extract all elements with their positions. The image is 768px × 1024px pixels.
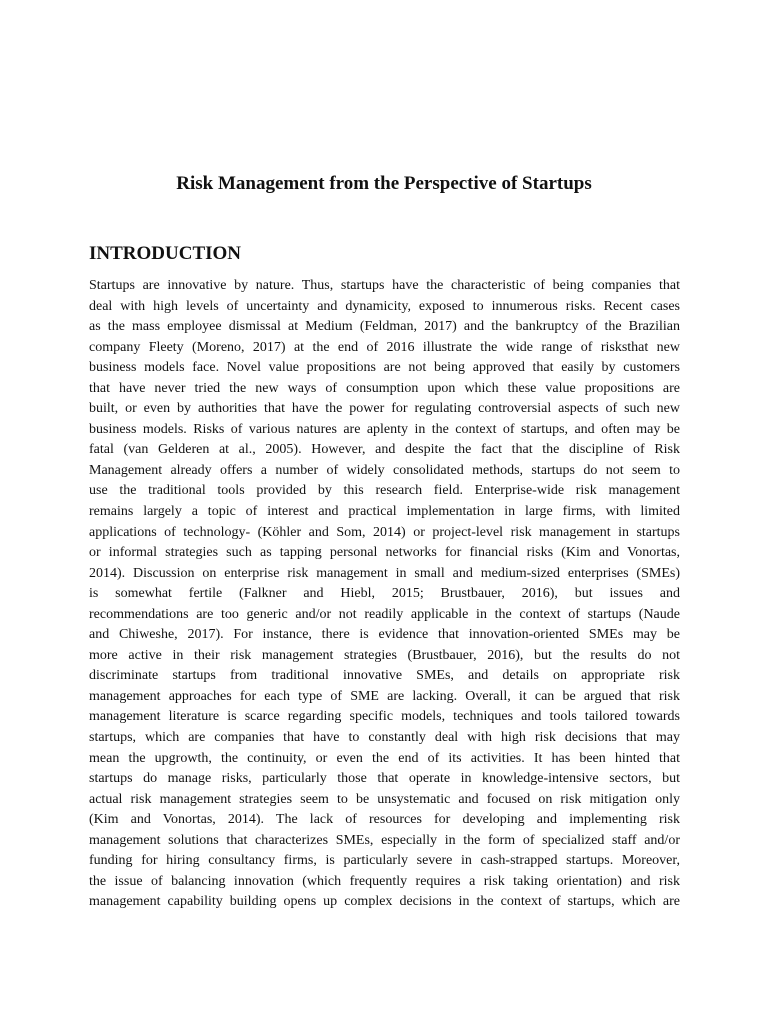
body-text-line: applications of technology- (Köhler and Som, 2014) or project-level risk management in startups: [89, 524, 680, 540]
body-text-line: remains largely a topic of interest and practical implementation in large firms, with limited: [89, 504, 680, 520]
body-text-line: use the traditional tools provided by this research field. Enterprise-wide risk management: [89, 483, 680, 499]
body-text-line: the issue of balancing innovation (which frequently requires a risk taking orientation) and risk: [89, 873, 680, 889]
body-text-line: startups, which are companies that have to constantly deal with high risk decisions that may: [89, 730, 680, 746]
body-text-line: recommendations are too generic and/or not readily applicable in the context of startups (Naude: [89, 606, 680, 622]
body-text-line: and Chiweshe, 2017). For instance, there is evidence that innovation-oriented SMEs may be: [89, 627, 680, 643]
body-text-line: fatal (van Gelderen at al., 2005). However, and despite the fact that the discipline of Risk: [89, 442, 680, 458]
body-text-line: Startups are innovative by nature. Thus, startups have the characteristic of being companies that: [89, 278, 680, 293]
body-text-line: built, or even by authorities that have the power for regulating controversial aspects of such new: [89, 401, 680, 417]
document-title: Risk Management from the Perspective of Startups: [176, 173, 592, 194]
body-text-line: management capability building opens up complex decisions in the context of startups, which are: [89, 894, 680, 910]
body-text-line: management solutions that characterizes SMEs, especially in the form of specialized staff and/or: [89, 832, 680, 848]
body-text-line: business models face. Novel value propositions are not being approved that easily by customers: [89, 360, 680, 376]
body-text-line: management approaches for each type of SME are lacking. Overall, it can be argued that risk: [89, 688, 680, 704]
body-text-line: startups do manage risks, particularly those that operate in knowledge-intensive sectors, but: [89, 771, 680, 787]
body-text-line: mean the upgrowth, the continuity, or even the end of its activities. It has been hinted that: [89, 750, 680, 766]
body-text-line: discriminate startups from traditional innovative SMEs, and details on appropriate risk: [89, 668, 680, 684]
body-text-line: as the mass employee dismissal at Medium (Feldman, 2017) and the bankruptcy of the Brazilian: [89, 319, 680, 335]
section-heading: INTRODUCTION: [89, 243, 242, 264]
body-text-line: 2014). Discussion on enterprise risk management in small and medium-sized enterprises (SMEs): [89, 565, 680, 581]
body-text-line: (Kim and Vonortas, 2014). The lack of resources for developing and implementing risk: [89, 812, 680, 828]
body-text-line: that have never tried the new ways of consumption upon which these value propositions are: [89, 380, 680, 396]
body-text-line: business models. Risks of various natures are aplenty in the context of startups, and often may be: [89, 421, 680, 437]
body-text-line: more active in their risk management strategies (Brustbauer, 2016), but the results do not: [89, 647, 680, 663]
body-text-line: funding for hiring consultancy firms, is particularly severe in cash-strapped startups. Moreover,: [89, 853, 680, 869]
body-text: [89, 276, 680, 913]
body-text-line: deal with high levels of uncertainty and dynamicity, exposed to innumerous risks. Recent cases: [89, 298, 680, 314]
body-text-line: management literature is scarce regarding specific models, techniques and tools tailored towards: [89, 709, 680, 725]
body-text-line: Management already offers a number of widely consolidated methods, startups do not seem to: [89, 462, 680, 478]
body-text-line: is somewhat fertile (Falkner and Hiebl, 2015; Brustbauer, 2016), but issues and: [89, 586, 680, 602]
body-text-line: or informal strategies such as tapping personal networks for financial risks (Kim and Vonortas,: [89, 545, 680, 561]
body-text-line: company Fleety (Moreno, 2017) at the end of 2016 illustrate the wide range of risksthat new: [89, 339, 680, 355]
body-text-line: actual risk management strategies seem to be unsystematic and focused on risk mitigation only: [89, 791, 680, 807]
